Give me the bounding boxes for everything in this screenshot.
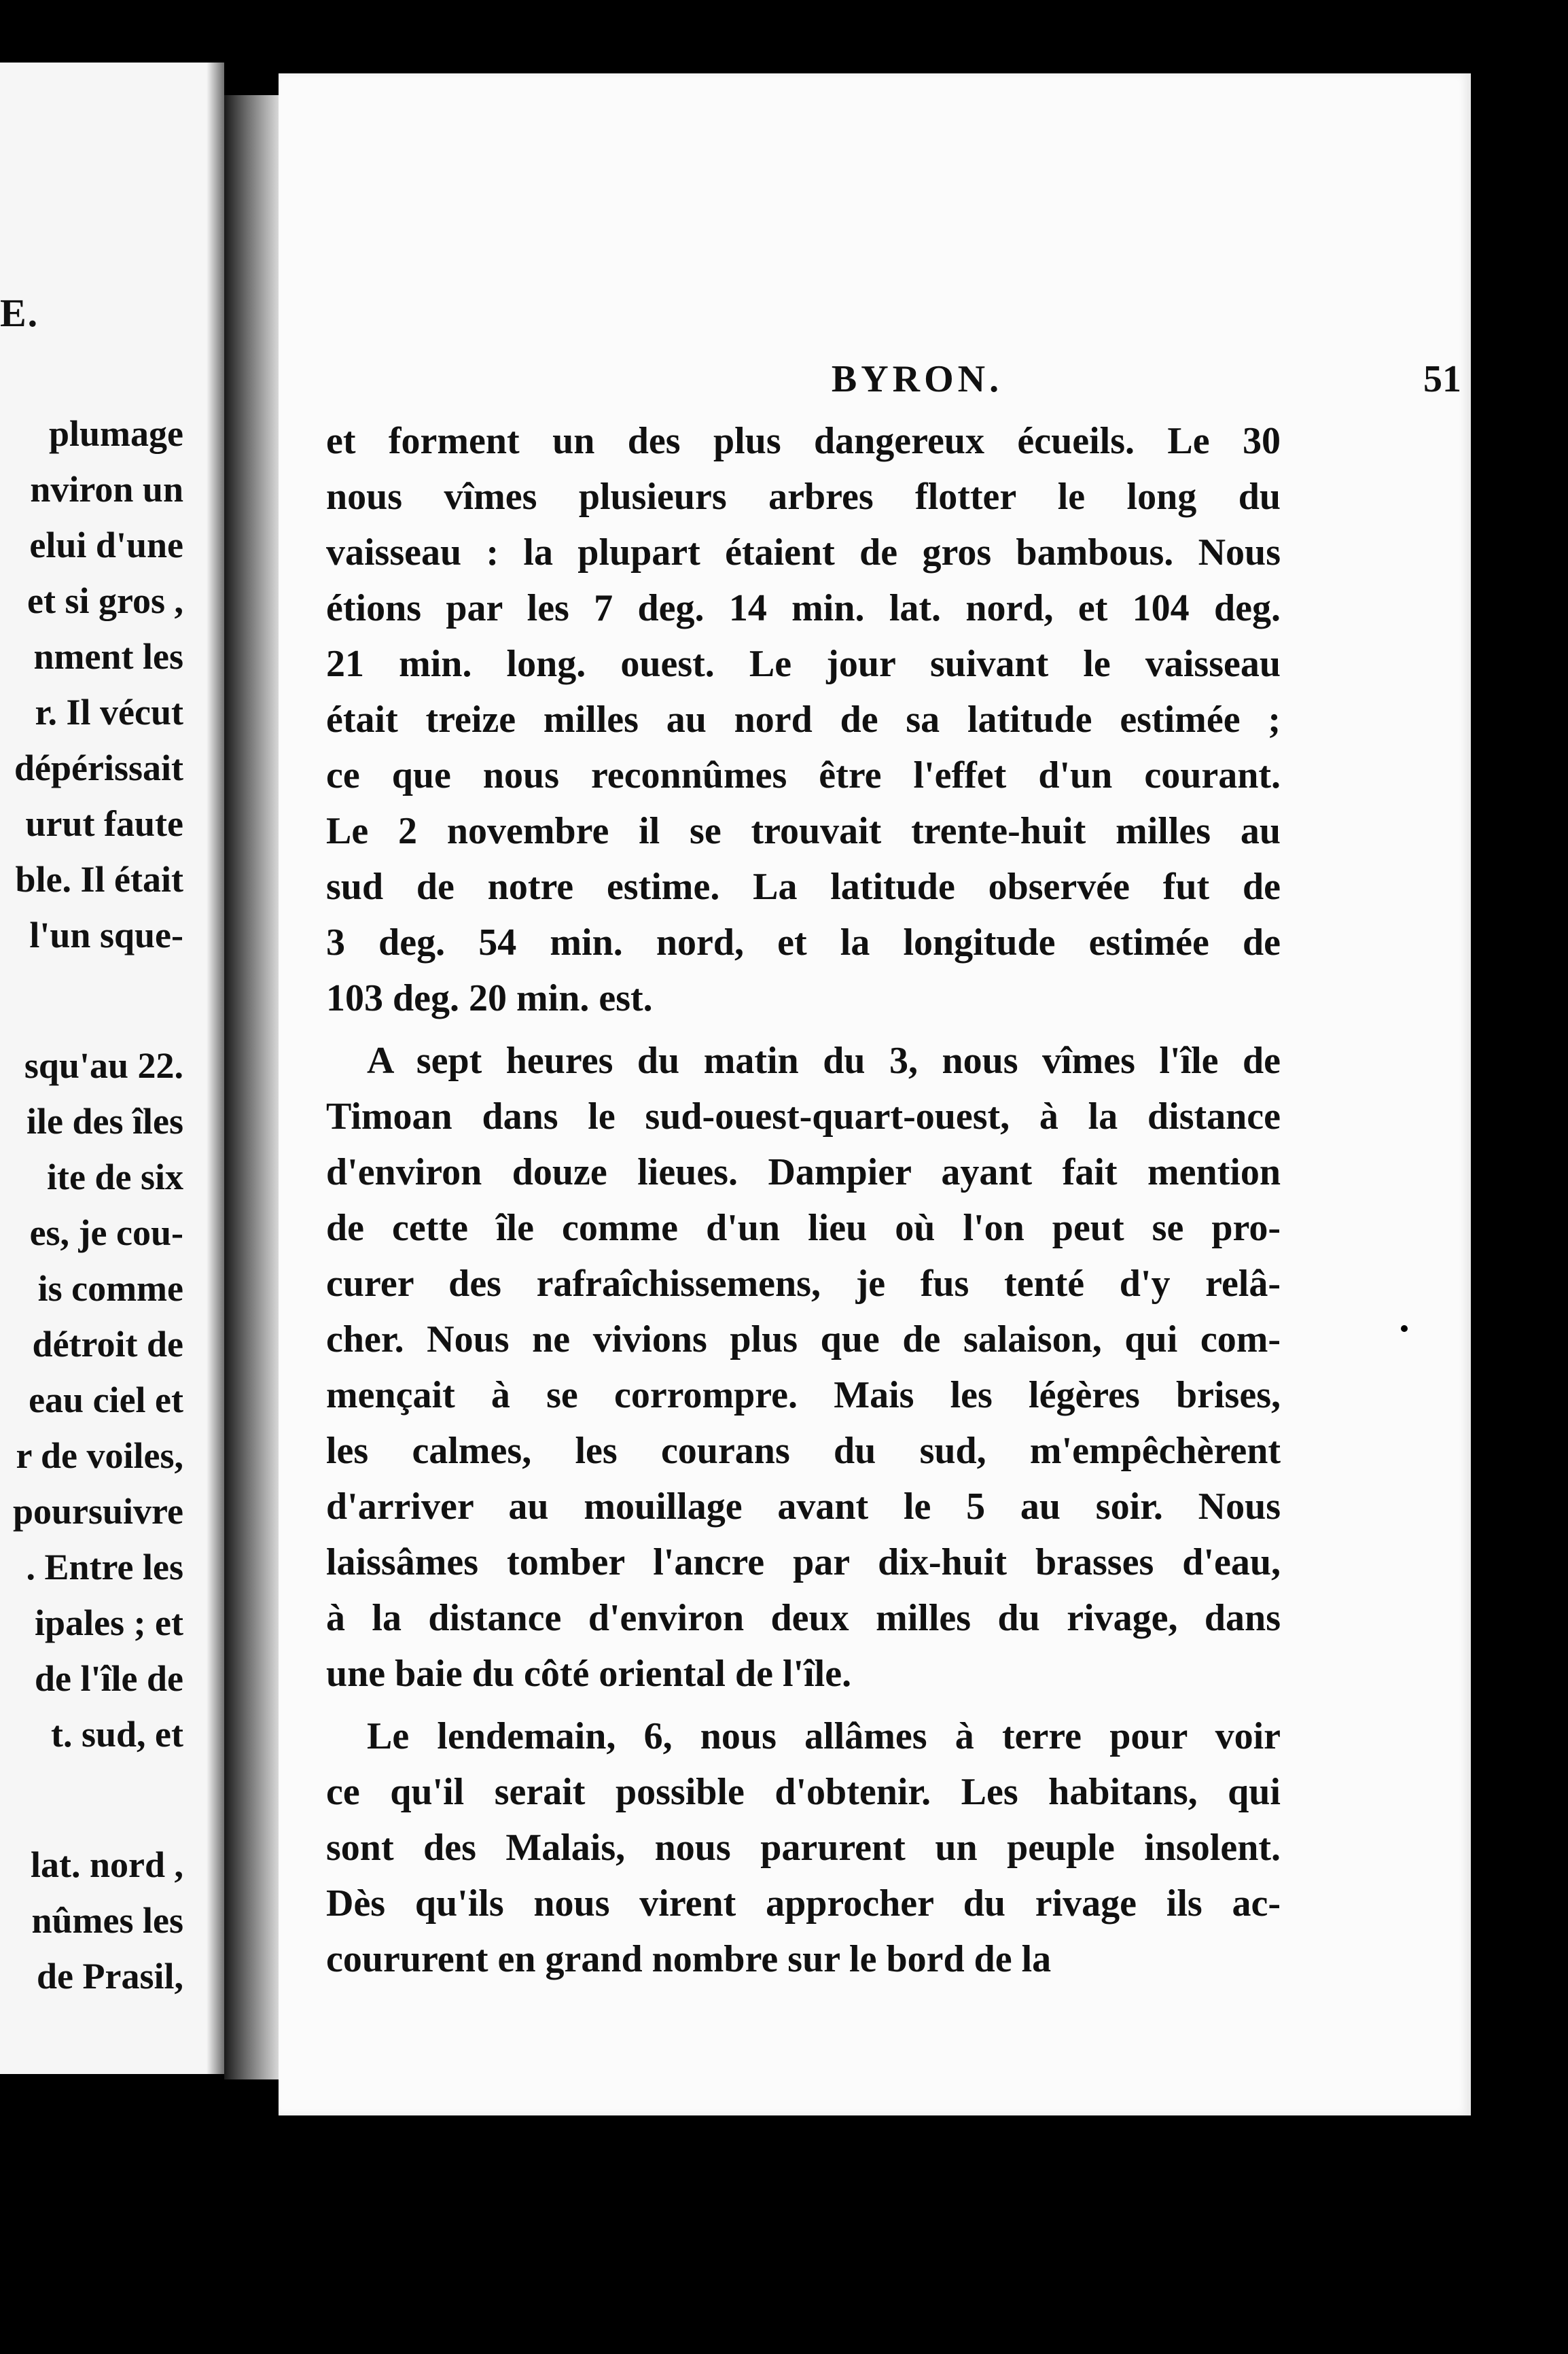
paragraph [326,1033,1281,1702]
left-page-line: plumage [48,413,183,454]
left-page-running-head: E. [0,291,39,335]
left-page-line: dépérissait [14,748,183,788]
left-page-line: t. sud, et [50,1714,183,1755]
text-line: coururent en grand nombre sur le bord de la [326,1938,1052,1980]
left-page-line: eau ciel et [29,1380,183,1420]
left-page-line: lat. nord , [30,1844,183,1885]
text-line: les calmes, les courans du sud, m'empêchèrent [326,1430,1281,1472]
left-page-line: squ'au 22. [24,1045,183,1086]
left-page-text-column [0,406,183,2004]
text-line: étions par les 7 deg. 14 min. lat. nord, et 104 deg. [326,587,1281,629]
left-facing-page [0,63,224,2074]
text-line: laissâmes tomber l'ancre par dix-huit brasses d'eau, [326,1541,1281,1583]
left-page-line: ble. Il était [15,859,183,900]
left-page-line: nviron un [30,469,183,510]
page-number: 51 [1423,358,1461,400]
left-page-line: . Entre les [26,1547,183,1587]
paragraph [326,1708,1281,1987]
text-line: vaisseau : la plupart étaient de gros bambous. Nous [326,531,1281,574]
text-line: Le 2 novembre il se trouvait trente-huit milles au [326,810,1281,852]
left-page-line: r. Il vécut [35,692,183,733]
text-line: sud de notre estime. La latitude observée fut de [326,866,1281,908]
right-page [279,73,1471,2115]
left-page-line: nment les [33,636,183,677]
text-line: de cette île comme d'un lieu où l'on peut se pro- [326,1207,1281,1249]
text-line: Dès qu'ils nous virent approcher du rivage ils ac- [326,1882,1281,1925]
text-line: 3 deg. 54 min. nord, et la longitude estimée de [326,921,1281,964]
left-page-line: ite de six [47,1157,183,1197]
left-page-line: nûmes les [31,1900,183,1941]
text-line: et forment un des plus dangereux écueils. Le 30 [326,420,1281,462]
text-line: ce que nous reconnûmes être l'effet d'un courant. [326,754,1281,796]
left-page-blank-line [0,1762,183,1837]
text-line: à la distance d'environ deux milles du rivage, dans [326,1597,1281,1639]
text-line: était treize milles au nord de sa latitude estimée ; [326,699,1281,741]
paragraph [326,413,1281,1026]
text-line: ce qu'il serait possible d'obtenir. Les habitans, qui [326,1771,1281,1813]
text-line: sont des Malais, nous parurent un peuple insolent. [326,1827,1281,1869]
text-line: d'arriver au mouillage avant le 5 au soir. Nous [326,1486,1281,1528]
left-page-line: poursuivre [12,1491,183,1532]
book-gutter [224,95,279,2079]
left-page-line: ipales ; et [35,1602,183,1643]
left-page-line: es, je cou- [29,1212,183,1253]
left-page-line: de Prasil, [37,1956,183,1997]
text-line: Le lendemain, 6, nous allâmes à terre pour voir [367,1715,1281,1757]
left-page-line: urut faute [25,803,183,844]
paragraph-gap [326,1702,1281,1708]
running-head [279,359,1471,400]
text-line: 21 min. long. ouest. Le jour suivant le vaisseau [326,643,1281,685]
left-page-line: et si gros , [27,580,183,621]
text-line: 103 deg. 20 min. est. [326,977,653,1019]
paragraph-gap [326,1026,1281,1033]
text-line: cher. Nous ne vivions plus que de salaison, qui com- [326,1318,1281,1360]
left-page-line: détroit de [32,1324,183,1365]
scan-speck [1401,1325,1408,1332]
running-title: BYRON. [831,358,1003,400]
text-line: d'environ douze lieues. Dampier ayant fait mention [326,1151,1281,1193]
text-line: Timoan dans le sud-ouest-quart-ouest, à la distance [326,1095,1281,1138]
left-page-line: is comme [37,1268,183,1309]
scan-speck [1522,1420,1531,1426]
left-page-blank-line [0,963,183,1038]
text-line: nous vîmes plusieurs arbres flotter le long du [326,476,1281,518]
left-page-line: de l'île de [35,1658,183,1699]
text-line: curer des rafraîchissemens, je fus tenté d'y relâ- [326,1263,1281,1305]
left-page-line: ile des îles [26,1101,183,1142]
text-line: mençait à se corrompre. Mais les légères brises, [326,1374,1281,1416]
text-line: A sept heures du matin du 3, nous vîmes l'île de [367,1040,1281,1082]
left-page-line: l'un sque- [29,915,183,955]
text-line: une baie du côté oriental de l'île. [326,1653,852,1695]
left-page-line: r de voiles, [16,1435,183,1476]
left-page-line: elui d'une [29,525,183,565]
body-text [326,413,1281,1987]
